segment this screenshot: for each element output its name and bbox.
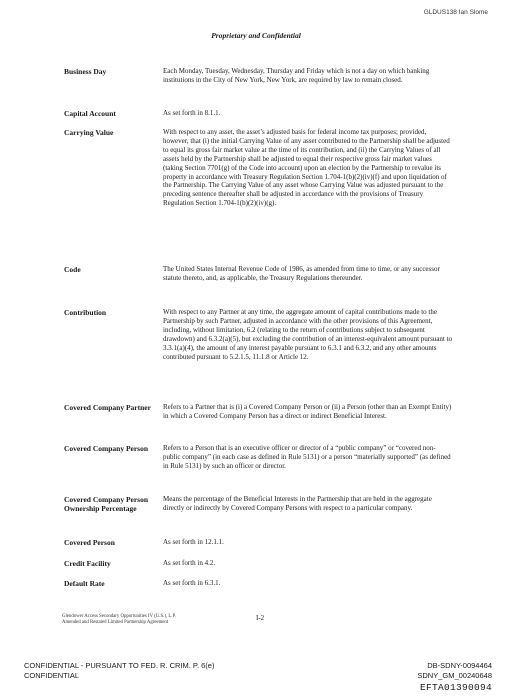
term-contribution: Contribution [64,308,107,317]
definition-credit-facility: As set forth in 4.2. [163,559,216,567]
footer-title-line2: Amended and Restated Limited Partnership Agreement [62,620,169,625]
definition-covered-company-partner: Refers to a Partner that is (i) a Covered Company Person or (ii) a Person (other than an Exempt Entity) in which a Covered Company Person has a direct or indirect Beneficial Interest. [163,403,452,420]
document-id: GLDUS138 Ian Slome [423,9,488,16]
confidential-line2: CONFIDENTIAL [24,671,80,680]
definition-covered-person: As set forth in 12.1.1. [163,538,224,546]
confidential-line1: CONFIDENTIAL - PURSUANT TO FED. R. CRIM. P. 6(e) [24,661,215,670]
term-covered-company-person-ownership-percentage: Covered Company Person Ownership Percentage [64,495,149,513]
definition-code: The United States Internal Revenue Code of 1986, as amended from time to time, or any successor statute thereto, and, as applicable, the Treasury Regulations thereunder. [163,265,440,282]
term-business-day: Business Day [64,67,107,76]
definition-default-rate: As set forth in 6.3.1. [163,579,221,587]
bates-number-2: SDNY_GM_00240648 [417,671,492,680]
definition-business-day: Each Monday, Tuesday, Wednesday, Thursday and Friday which is not a day on which banking institutions in the City of New York, New York, are required by law to remain closed. [163,67,430,84]
term-code: Code [64,265,81,274]
page-number: I-2 [256,614,265,622]
term-default-rate: Default Rate [64,579,105,588]
term-capital-account: Capital Account [64,109,116,118]
definition-carrying-value: With respect to any asset, the asset’s adjusted basis for federal income tax purposes; provided, however, that (i) the initial Carrying Value of any asset contributed to the Partnership shall be adjusted to equal its gross fair market value at the time of its contribution, and (ii) the Carrying Values of all assets held by the Partnership shall be adjusted to equal their respective gross fair market values (taking Section 7701(g) of the Code into account) upon an election by the Partnership to revalue its property in accordance with Treasury Regulation Section 1.704-1(b)(2)(iv)(f) and upon liquidation of the Partnership. The Carrying Value of any asset whose Carrying Value was adjusted pursuant to the preceding sentence thereafter shall be adjusted in accordance with the provisions of Treasury Regulation Section 1.704-1(b)(2)(iv)(g). [163,128,450,208]
definition-covered-company-person: Refers to a Person that is an executive officer or director of a “public company” or “covered non-public company” (in each case as defined in Rule 5131) or a person “materially supported” (as defined in Rule 5131) by such an officer or director. [163,444,451,470]
term-covered-company-partner: Covered Company Partner [64,403,151,412]
term-carrying-value: Carrying Value [64,128,114,137]
term-credit-facility: Credit Facility [64,559,111,568]
footer-document-title [62,614,252,626]
term-covered-company-person: Covered Company Person [64,444,149,453]
bates-number-1: DB-SDNY-0094464 [427,661,492,670]
efta-number: EFTA01390094 [419,682,492,693]
definition-contribution: With respect to any Partner at any time, the aggregate amount of capital contributions made to the Partnership by such Partner, adjusted in accordance with the other provisions of this Agreement, including, without limitation, 6.2 (relating to the return of contributions subject to subsequent drawdown) and 6.3.2(a)(5), but excluding the contribution of an interest-equivalent amount pursuant to 3.3.1(a)(4), the amount of any interest payable pursuant to 6.3.1 and 6.3.2, and any other amounts contributed pursuant to 5.2.1.5, 11.1.8 or Article 12. [163,308,453,361]
footer-title-line1: Glendower Access Secondary Opportunities IV (U.S.), L.P. [62,614,176,619]
term-covered-person: Covered Person [64,538,115,547]
definition-capital-account: As set forth in 8.1.1. [163,109,221,117]
page-header: Proprietary and Confidential [211,31,301,40]
definition-covered-company-person-ownership-percentage: Means the percentage of the Beneficial Interests in the Partnership that are held in the aggregate directly or indirectly by Covered Company Persons with respect to a particular company. [163,495,432,512]
